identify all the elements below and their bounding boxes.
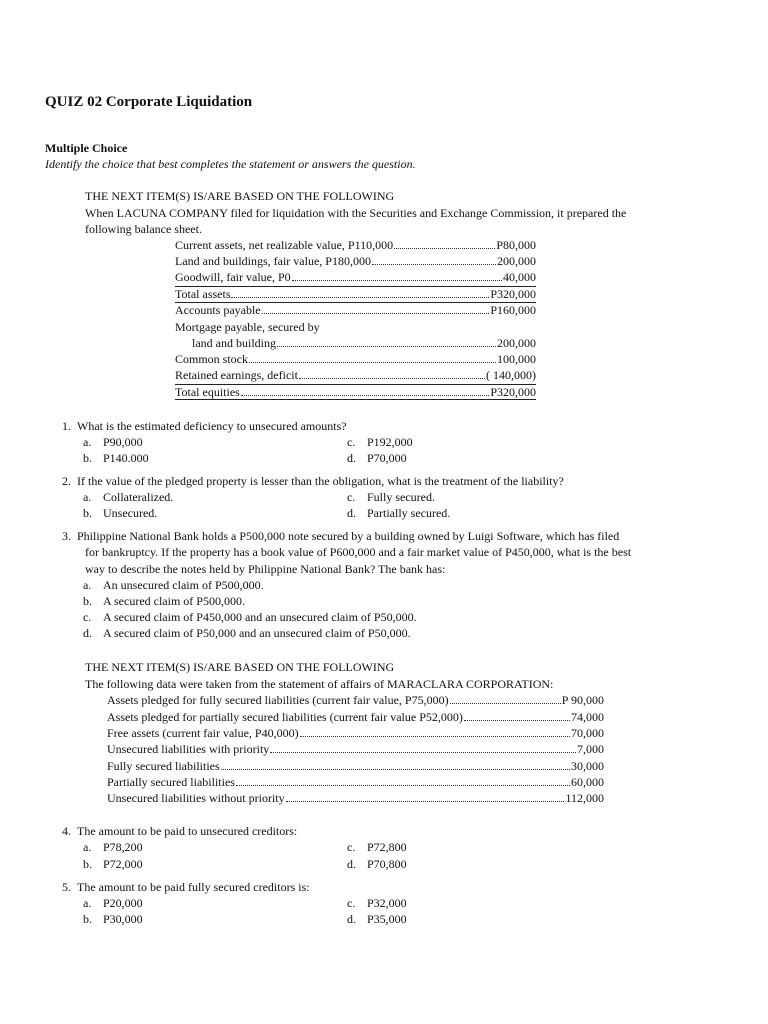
question-1: 1. What is the estimated deficiency to unsecured amounts?	[62, 419, 347, 433]
bs-rule	[175, 399, 536, 400]
q4-option-c[interactable]: c. P72,800	[347, 840, 407, 854]
soa-row-unsecured-priority: Unsecured liabilities with priority 7,000	[107, 742, 604, 756]
quiz-title: QUIZ 02 Corporate Liquidation	[45, 94, 253, 110]
q5-option-c[interactable]: c. P32,000	[347, 896, 407, 910]
bs-row-goodwill: Goodwill, fair value, P0 40,000	[175, 270, 536, 284]
question-5: 5. The amount to be paid fully secured creditors is:	[62, 880, 310, 894]
question-2: 2. If the value of the pledged property is lesser than the obligation, what is the treatment of the liability?	[62, 474, 564, 488]
section-instruction: Identify the choice that best completes the statement or answers the question.	[45, 157, 416, 171]
soa-row-free-assets: Free assets (current fair value, P40,000) 70,000	[107, 726, 604, 740]
soa-row-unsecured-without-priority: Unsecured liabilities without priority 112,000	[107, 791, 604, 805]
q2-option-a[interactable]: a. Collateralized.	[83, 490, 174, 504]
q5-option-d[interactable]: d. P35,000	[347, 912, 407, 926]
bs-row-land-building: land and building 200,000	[192, 336, 536, 350]
q1-option-a[interactable]: a. P90,000	[83, 435, 143, 449]
bs-row-retained-earnings: Retained earnings, deficit ( 140,000)	[175, 368, 536, 382]
q5-option-b[interactable]: b. P30,000	[83, 912, 143, 926]
group1-intro-line2: following balance sheet.	[85, 222, 202, 236]
soa-row-fully-pledged: Assets pledged for fully secured liabilities (current fair value, P75,000) P 90,000	[107, 693, 604, 707]
q3-option-a[interactable]: a. An unsecured claim of P500,000.	[83, 578, 264, 592]
q3-option-c[interactable]: c. A secured claim of P450,000 and an unsecured claim of P50,000.	[83, 610, 417, 624]
question-3: 3. Philippine National Bank holds a P500,000 note secured by a building owned by Luigi Software, which has filed	[62, 529, 620, 543]
q2-option-d[interactable]: d. Partially secured.	[347, 506, 451, 520]
group2-header: THE NEXT ITEM(S) IS/ARE BASED ON THE FOLLOWING	[85, 660, 395, 674]
group1-header: THE NEXT ITEM(S) IS/ARE BASED ON THE FOLLOWING	[85, 189, 395, 203]
group1-intro-line1: When LACUNA COMPANY filed for liquidation with the Securities and Exchange Commission, it prepared the	[85, 206, 627, 220]
q5-option-a[interactable]: a. P20,000	[83, 896, 143, 910]
question-3-line2: for bankruptcy. If the property has a book value of P600,000 and a fair market value of P450,000, what is the best	[85, 545, 632, 559]
bs-row-total-equities: Total equities P320,000	[175, 385, 536, 399]
q1-option-b[interactable]: b. P140.000	[83, 451, 149, 465]
group2-intro: The following data were taken from the statement of affairs of MARACLARA CORPORATION:	[85, 677, 554, 691]
q4-option-b[interactable]: b. P72,000	[83, 857, 143, 871]
q4-option-d[interactable]: d. P70,800	[347, 857, 407, 871]
bs-row-accounts-payable: Accounts payable P160,000	[175, 303, 536, 317]
q4-option-a[interactable]: a. P78,200	[83, 840, 143, 854]
q3-option-d[interactable]: d. A secured claim of P50,000 and an unsecured claim of P50,000.	[83, 626, 411, 640]
soa-row-partially-pledged: Assets pledged for partially secured liabilities (current fair value P52,000) 74,000	[107, 710, 604, 724]
section-heading: Multiple Choice	[45, 141, 128, 155]
bs-row-common-stock: Common stock 100,000	[175, 352, 536, 366]
bs-row-land-buildings: Land and buildings, fair value, P180,000 200,000	[175, 254, 536, 268]
question-3-line3: way to describe the notes held by Philippine National Bank? The bank has:	[85, 562, 446, 576]
q2-option-c[interactable]: c. Fully secured.	[347, 490, 435, 504]
bs-row-current-assets: Current assets, net realizable value, P110,000 P80,000	[175, 238, 536, 252]
soa-row-fully-secured: Fully secured liabilities 30,000	[107, 759, 604, 773]
question-4: 4. The amount to be paid to unsecured creditors:	[62, 824, 298, 838]
bs-row-mortgage-label: Mortgage payable, secured by	[175, 320, 320, 334]
soa-row-partially-secured: Partially secured liabilities 60,000	[107, 775, 604, 789]
q2-option-b[interactable]: b. Unsecured.	[83, 506, 158, 520]
q1-option-c[interactable]: c. P192,000	[347, 435, 413, 449]
bs-row-total-assets: Total assets P320,000	[175, 287, 536, 301]
q1-option-d[interactable]: d. P70,000	[347, 451, 407, 465]
q3-option-b[interactable]: b. A secured claim of P500,000.	[83, 594, 245, 608]
